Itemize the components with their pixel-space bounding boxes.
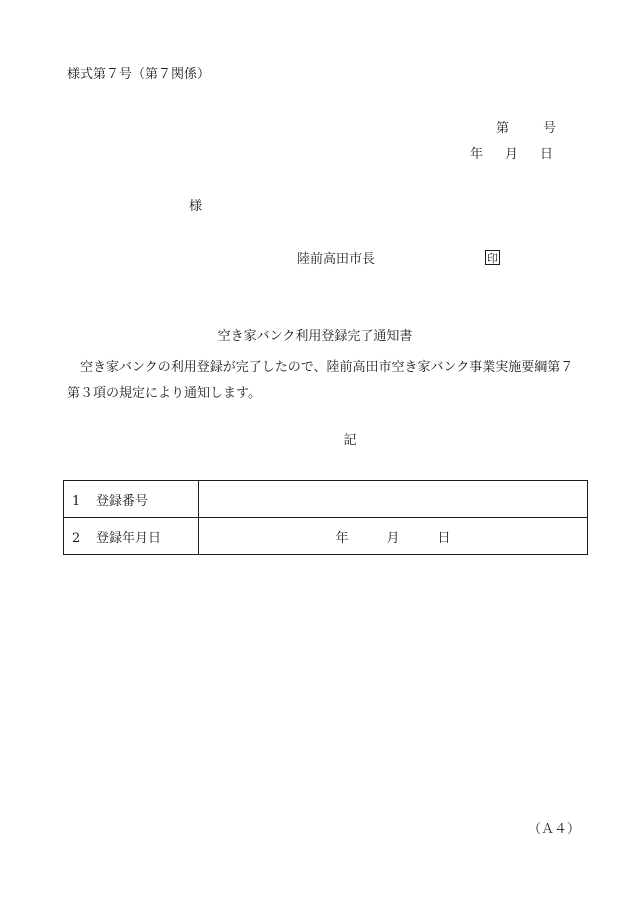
date-year-label: 年 (470, 147, 484, 162)
ki-heading: 記 (343, 433, 357, 448)
document-number-prefix: 第 (496, 121, 510, 136)
row-number: 1 (72, 493, 81, 509)
date-month-label: 月 (386, 530, 400, 546)
row-number: 2 (72, 530, 81, 546)
registration-date-label (64, 518, 199, 555)
addressee-suffix: 様 (189, 199, 203, 214)
document-number (496, 121, 556, 137)
notification-body: 空き家バンクの利用登録が完了したので、陸前高田市空き家バンク事業実施要綱第７第３項の規定により通知します。 (67, 360, 574, 401)
document-title: 空き家バンク利用登録完了通知書 (217, 329, 413, 344)
table-row (64, 481, 588, 518)
row-label: 登録年月日 (96, 530, 162, 546)
date-year-label: 年 (335, 530, 349, 546)
registration-date-value (199, 518, 588, 555)
registration-number-value (199, 481, 588, 518)
date-day-label: 日 (540, 147, 554, 162)
document-number-suffix: 号 (543, 121, 557, 136)
registration-table (63, 480, 588, 555)
date-day-label: 日 (437, 530, 451, 546)
date-month-label: 月 (505, 147, 519, 162)
table-row (64, 518, 588, 555)
row-label: 登録番号 (96, 493, 149, 509)
paper-size-note: （Ａ４） (528, 822, 581, 837)
issuer-name: 陸前高田市長 (297, 252, 376, 267)
registration-number-label (64, 481, 199, 518)
document-date (470, 147, 553, 163)
form-label: 様式第７号（第７関係） (67, 67, 211, 82)
seal-mark: 印 (487, 252, 498, 265)
